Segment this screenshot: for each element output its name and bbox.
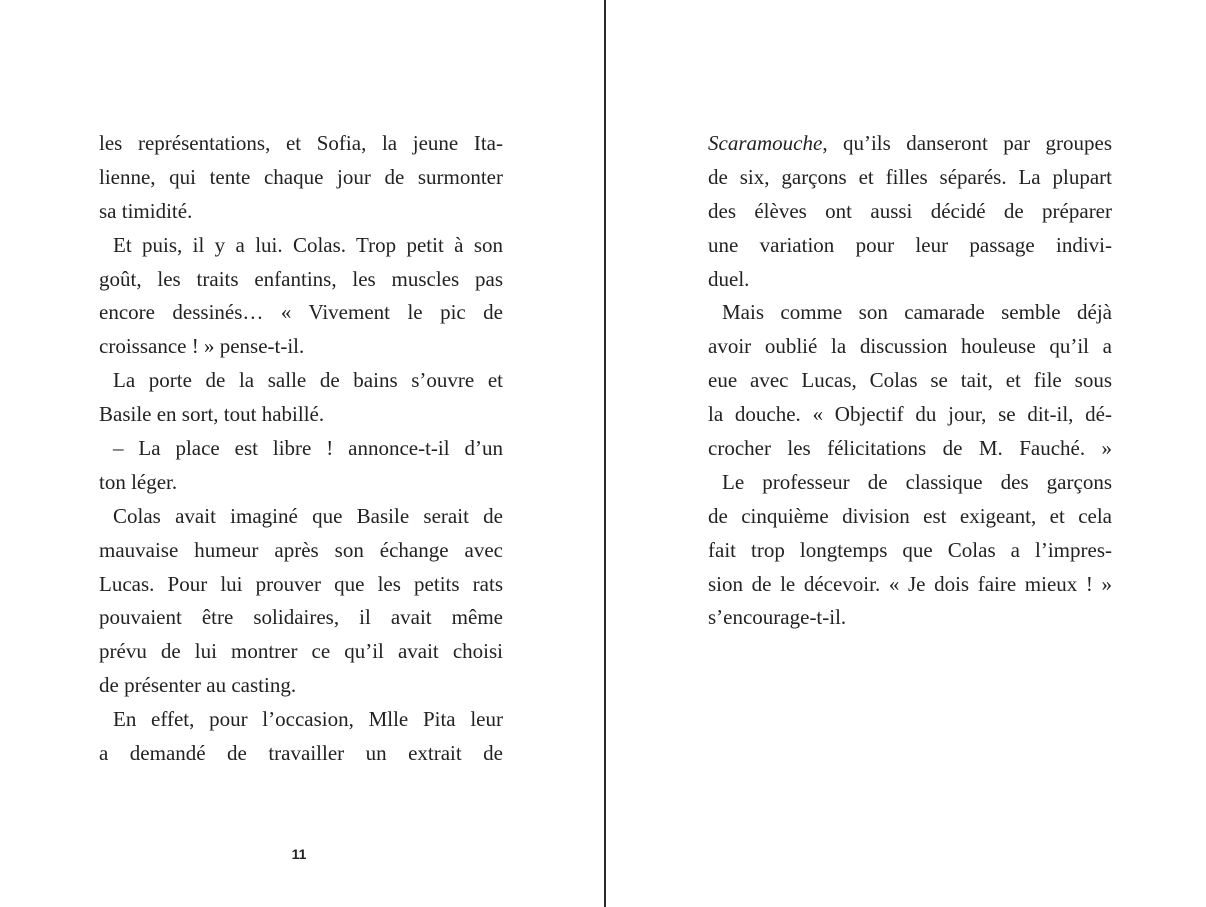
text-line: Et puis, il y a lui. Colas. Trop petit à son [113,232,503,257]
text-line: mauvaise humeur après son échange avec [99,537,503,562]
text-line: Mais comme son camarade semble déjà [722,300,1112,325]
page-number: 11 [291,846,307,862]
right-page-text [708,127,1112,635]
text-line: crocher les félicitations de M. Fauché. » [708,436,1112,461]
text-line: sion de le décevoir. « Je dois faire mieux ! » [708,571,1112,596]
text-line: sa timidité. [99,198,193,223]
text-line: goût, les traits enfantins, les muscles pas [99,266,503,291]
text-line: Le professeur de classique des garçons [722,469,1112,494]
text-line: fait trop longtemps que Colas a l’impres- [708,537,1112,562]
text-line: de six, garçons et filles séparés. La plupart [708,164,1112,189]
left-page-text [99,127,503,771]
right-page [608,0,1206,907]
book-gutter [604,0,606,907]
text-line: ton léger. [99,469,178,494]
text-line: Basile en sort, tout habillé. [99,402,325,427]
italic-title: Scaramouche [708,131,823,155]
text-line: encore dessinés… « Vivement le pic de [99,300,503,325]
text-line: La porte de la salle de bains s’ouvre et [113,368,503,393]
text-line: pouvaient être solidaires, il avait même [99,605,503,630]
text-line: la douche. « Objectif du jour, se dit-il, dé- [708,402,1112,427]
text-line: – La place est libre ! annonce-t-il d’un [113,436,503,461]
text-line: des élèves ont aussi décidé de préparer [708,198,1112,223]
text-line: de présenter au casting. [99,673,297,698]
text-line: s’encourage-t-il. [708,605,847,630]
text-line: une variation pour leur passage indivi- [708,232,1112,257]
text-line: En effet, pour l’occasion, Mlle Pita leur [113,707,503,732]
text-line: lienne, qui tente chaque jour de surmonter [99,164,503,189]
text-line: avoir oublié la discussion houleuse qu’il a [708,334,1112,359]
text-line: Scaramouche, qu’ils danseront par groupes [708,131,1112,155]
text-line: eue avec Lucas, Colas se tait, et file sous [708,368,1112,393]
text-line: Lucas. Pour lui prouver que les petits rats [99,571,503,596]
text-line: Colas avait imaginé que Basile serait de [113,503,503,528]
text-line: prévu de lui montrer ce qu’il avait choisi [99,639,503,664]
text-line: de cinquième division est exigeant, et cela [708,503,1112,528]
text-line: les représentations, et Sofia, la jeune Ita- [99,131,503,155]
text-line: croissance ! » pense-t-il. [99,334,305,359]
text-line: duel. [708,266,750,291]
text-line: a demandé de travailler un extrait de [99,741,503,766]
